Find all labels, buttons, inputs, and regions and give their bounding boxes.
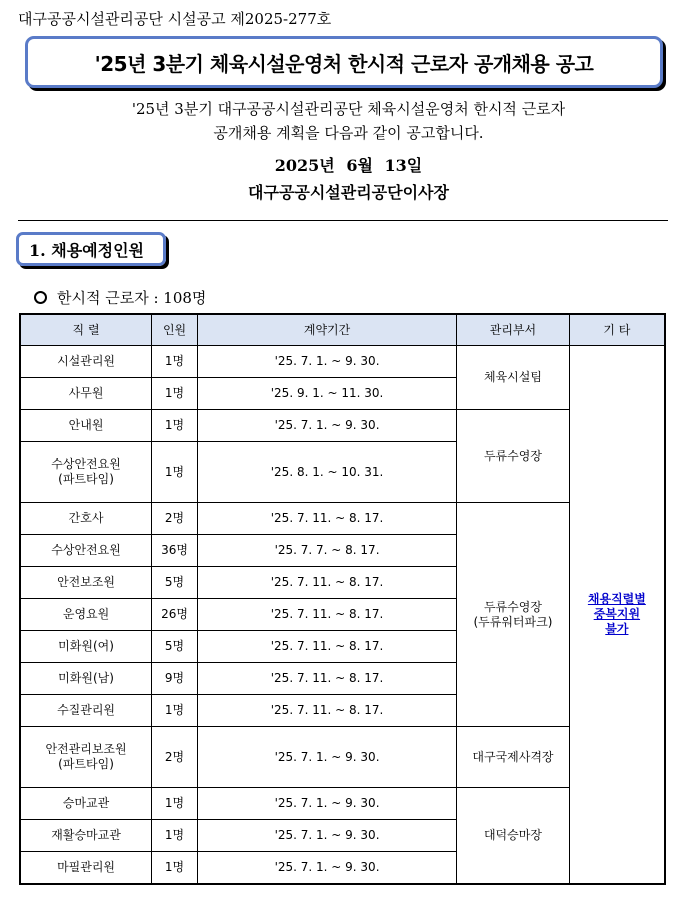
job-cell: 수상안전요원 bbox=[20, 535, 152, 567]
count-cell: 2명 bbox=[152, 727, 198, 788]
count-cell: 5명 bbox=[152, 567, 198, 599]
job-cell: 사무원 bbox=[20, 378, 152, 410]
count-cell: 2명 bbox=[152, 503, 198, 535]
issuer: 대구공공시설관리공단이사장 bbox=[248, 183, 449, 202]
divider bbox=[18, 220, 668, 221]
job-cell: 간호사 bbox=[20, 503, 152, 535]
circle-bullet-icon bbox=[34, 291, 47, 304]
period-cell: '25. 7. 11. ~ 8. 17. bbox=[197, 567, 456, 599]
job-cell: 안전보조원 bbox=[20, 567, 152, 599]
department-cell: 두류수영장 (두류워터파크) bbox=[457, 503, 570, 727]
period-cell: '25. 7. 11. ~ 8. 17. bbox=[197, 695, 456, 727]
count-cell: 36명 bbox=[152, 535, 198, 567]
job-cell: 재활승마교관 bbox=[20, 820, 152, 852]
notice-date: 2025년 6월 13일 bbox=[274, 156, 423, 175]
period-cell: '25. 7. 7. ~ 8. 17. bbox=[197, 535, 456, 567]
table-row bbox=[20, 410, 665, 442]
table-header-row bbox=[20, 314, 665, 346]
period-cell: '25. 7. 1. ~ 9. 30. bbox=[197, 727, 456, 788]
header-job: 직 렬 bbox=[20, 314, 152, 346]
period-cell: '25. 7. 1. ~ 9. 30. bbox=[197, 820, 456, 852]
period-cell: '25. 7. 1. ~ 9. 30. bbox=[197, 852, 456, 885]
count-cell: 1명 bbox=[152, 820, 198, 852]
intro-line-1: '25년 3분기 대구공공시설관리공단 체육시설운영처 한시적 근로자 bbox=[131, 100, 566, 118]
job-cell: 미화원(남) bbox=[20, 663, 152, 695]
count-cell: 26명 bbox=[152, 599, 198, 631]
period-cell: '25. 7. 11. ~ 8. 17. bbox=[197, 663, 456, 695]
header-department: 관리부서 bbox=[457, 314, 570, 346]
period-cell: '25. 7. 1. ~ 9. 30. bbox=[197, 346, 456, 378]
period-cell: '25. 8. 1. ~ 10. 31. bbox=[197, 442, 456, 503]
period-cell: '25. 7. 1. ~ 9. 30. bbox=[197, 788, 456, 820]
count-cell: 1명 bbox=[152, 695, 198, 727]
count-cell: 1명 bbox=[152, 852, 198, 885]
period-cell: '25. 7. 1. ~ 9. 30. bbox=[197, 410, 456, 442]
table-row bbox=[20, 503, 665, 535]
department-cell: 대구국제사격장 bbox=[457, 727, 570, 788]
table-row bbox=[20, 346, 665, 378]
period-cell: '25. 7. 11. ~ 8. 17. bbox=[197, 503, 456, 535]
job-cell: 수질관리원 bbox=[20, 695, 152, 727]
job-cell: 마필관리원 bbox=[20, 852, 152, 885]
recruitment-table bbox=[19, 313, 666, 885]
job-cell: 시설관리원 bbox=[20, 346, 152, 378]
notice-number: 대구공공시설관리공단 시설공고 제2025-277호 bbox=[18, 10, 332, 28]
intro-line-2: 공개채용 계획을 다음과 같이 공고합니다. bbox=[213, 124, 484, 142]
department-cell: 두류수영장 bbox=[457, 410, 570, 503]
count-cell: 5명 bbox=[152, 631, 198, 663]
header-count: 인원 bbox=[152, 314, 198, 346]
period-cell: '25. 7. 11. ~ 8. 17. bbox=[197, 631, 456, 663]
count-cell: 1명 bbox=[152, 378, 198, 410]
count-cell: 1명 bbox=[152, 788, 198, 820]
department-cell: 대덕승마장 bbox=[457, 788, 570, 885]
header-period: 계약기간 bbox=[197, 314, 456, 346]
period-cell: '25. 7. 11. ~ 8. 17. bbox=[197, 599, 456, 631]
etc-cell: 채용직렬별 중복지원 불가 bbox=[569, 346, 665, 885]
period-cell: '25. 9. 1. ~ 11. 30. bbox=[197, 378, 456, 410]
count-cell: 1명 bbox=[152, 346, 198, 378]
job-cell: 미화원(여) bbox=[20, 631, 152, 663]
job-cell: 운영요원 bbox=[20, 599, 152, 631]
job-cell: 승마교관 bbox=[20, 788, 152, 820]
job-cell: 안내원 bbox=[20, 410, 152, 442]
table-row bbox=[20, 788, 665, 820]
summary-line bbox=[34, 287, 206, 308]
department-cell: 체육시설팀 bbox=[457, 346, 570, 410]
section-heading: 1. 채용예정인원 bbox=[16, 232, 166, 266]
count-cell: 9명 bbox=[152, 663, 198, 695]
table-row bbox=[20, 727, 665, 788]
header-etc: 기 타 bbox=[569, 314, 665, 346]
page-title: '25년 3분기 체육시설운영처 한시적 근로자 공개채용 공고 bbox=[25, 36, 663, 88]
job-cell: 안전관리보조원 (파트타임) bbox=[20, 727, 152, 788]
count-cell: 1명 bbox=[152, 442, 198, 503]
count-cell: 1명 bbox=[152, 410, 198, 442]
summary-text: 한시적 근로자 : 108명 bbox=[57, 289, 207, 307]
job-cell: 수상안전요원 (파트타임) bbox=[20, 442, 152, 503]
